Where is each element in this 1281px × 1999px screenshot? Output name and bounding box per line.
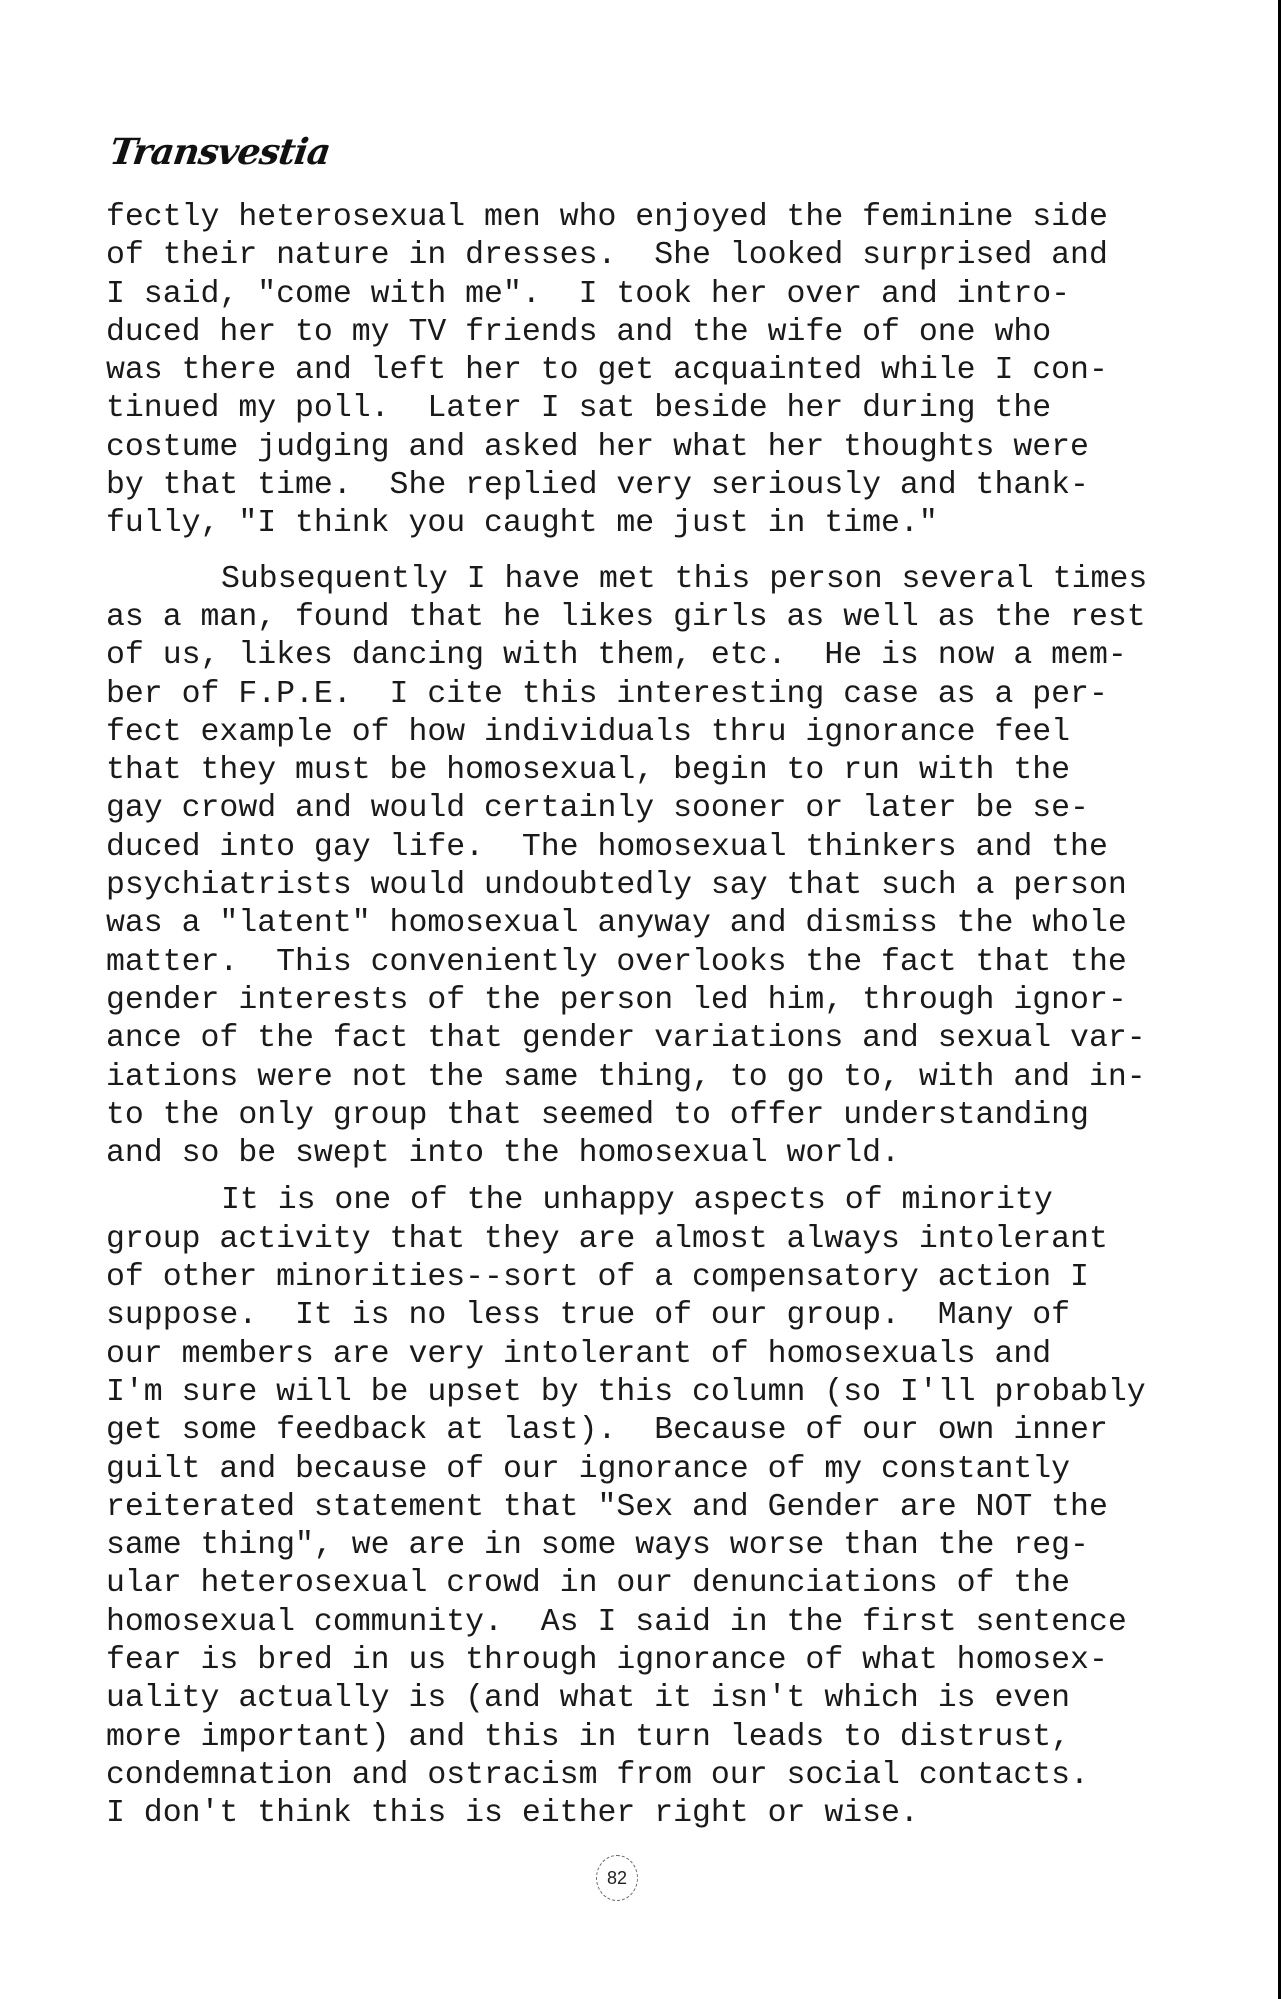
text-line: costume judging and asked her what her thoughts were <box>106 429 1089 465</box>
text-line: get some feedback at last). Because of our own inner <box>106 1413 1108 1449</box>
text-line: tinued my poll. Later I sat beside her during the <box>106 391 1052 427</box>
text-line: I don't think this is either right or wise. <box>106 1796 919 1832</box>
text-line: fect example of how individuals thru ignorance feel <box>106 714 1071 750</box>
text-line: condemnation and ostracism from our social contacts. <box>106 1757 1089 1793</box>
text-line: of us, likes dancing with them, etc. He is now a mem- <box>106 638 1127 674</box>
text-line: Subsequently I have met this person several times <box>221 561 1148 597</box>
text-line: to the only group that seemed to offer understanding <box>106 1097 1089 1133</box>
text-line: was there and left her to get acquainted while I con- <box>106 353 1108 389</box>
text-line: fear is bred in us through ignorance of what homosex- <box>106 1642 1108 1678</box>
text-line: that they must be homosexual, begin to run with the <box>106 753 1071 789</box>
text-line: as a man, found that he likes girls as well as the rest <box>106 599 1146 635</box>
text-line: gender interests of the person led him, through ignor- <box>106 982 1127 1018</box>
text-line: iations were not the same thing, to go to, with and in- <box>106 1059 1146 1095</box>
text-line: homosexual community. As I said in the first sentence <box>106 1604 1127 1640</box>
text-line: was a "latent" homosexual anyway and dismiss the whole <box>106 906 1127 942</box>
text-line: more important) and this in turn leads to distrust, <box>106 1719 1071 1755</box>
text-line: duced into gay life. The homosexual thinkers and the <box>106 829 1108 865</box>
text-line: suppose. It is no less true of our group. Many of <box>106 1298 1071 1334</box>
page-number: 82 <box>596 1855 638 1901</box>
article-body <box>106 199 1147 1833</box>
text-line: our members are very intolerant of homosexuals and <box>106 1336 1052 1372</box>
paragraph <box>106 1182 1147 1833</box>
text-line: reiterated statement that "Sex and Gender are NOT the <box>106 1489 1108 1525</box>
text-line: fully, "I think you caught me just in time." <box>106 506 938 542</box>
text-line: uality actually is (and what it isn't which is even <box>106 1681 1071 1717</box>
text-line: I'm sure will be upset by this column (so I'll probably <box>106 1374 1146 1410</box>
paragraph <box>106 561 1147 1174</box>
text-line: ber of F.P.E. I cite this interesting case as a per- <box>106 676 1108 712</box>
magazine-logo: Transvestia <box>107 131 333 173</box>
text-line: duced her to my TV friends and the wife of one who <box>106 314 1052 350</box>
text-line: psychiatrists would undoubtedly say that such a person <box>106 868 1127 904</box>
text-line: ance of the fact that gender variations and sexual var- <box>106 1021 1146 1057</box>
text-line: group activity that they are almost always intolerant <box>106 1221 1108 1257</box>
text-line: of their nature in dresses. She looked surprised and <box>106 238 1108 274</box>
text-line: same thing", we are in some ways worse than the reg- <box>106 1528 1089 1564</box>
text-line: It is one of the unhappy aspects of minority <box>221 1183 1053 1219</box>
text-line: and so be swept into the homosexual world. <box>106 1136 900 1172</box>
text-line: I said, "come with me". I took her over and intro- <box>106 276 1071 312</box>
text-line: of other minorities--sort of a compensatory action I <box>106 1260 1089 1296</box>
paragraph <box>106 199 1147 544</box>
text-line: guilt and because of our ignorance of my constantly <box>106 1451 1071 1487</box>
text-line: by that time. She replied very seriously and thank- <box>106 468 1089 504</box>
text-line: ular heterosexual crowd in our denunciations of the <box>106 1566 1071 1602</box>
text-line: matter. This conveniently overlooks the fact that the <box>106 944 1127 980</box>
text-line: fectly heterosexual men who enjoyed the feminine side <box>106 200 1108 235</box>
text-line: gay crowd and would certainly sooner or later be se- <box>106 791 1089 827</box>
